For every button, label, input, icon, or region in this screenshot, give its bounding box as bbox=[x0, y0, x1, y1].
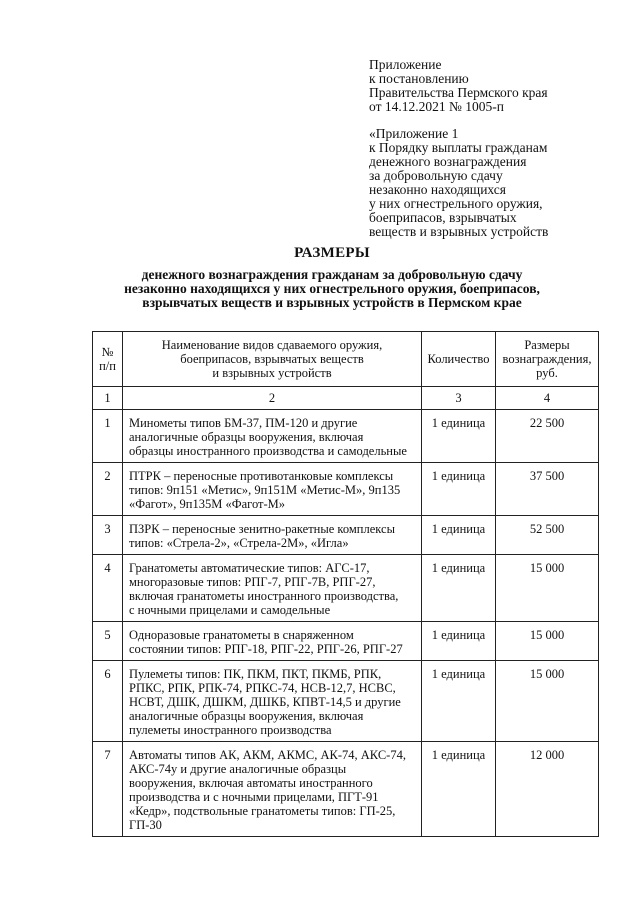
weapon-name: Одноразовые гранатометы в снаряженном состоянии типов: РПГ-18, РПГ-22, РПГ-26, РПГ-27 bbox=[123, 622, 422, 661]
subtitle-line: незаконно находящихся у них огнестрельного оружия, боеприпасов, bbox=[124, 281, 540, 296]
subtitle-line: взрывчатых веществ и взрывных устройств в Пермском крае bbox=[142, 295, 522, 310]
quantity: 1 единица bbox=[422, 463, 496, 516]
row-number: 5 bbox=[93, 622, 123, 661]
appendix-line: от 14.12.2021 № 1005-п bbox=[369, 99, 504, 114]
quantity: 1 единица bbox=[422, 516, 496, 555]
document-subtitle bbox=[0, 268, 640, 310]
row-number: 6 bbox=[93, 661, 123, 742]
quantity: 1 единица bbox=[422, 742, 496, 837]
column-number: 2 bbox=[123, 387, 422, 410]
reward-amount: 52 500 bbox=[496, 516, 599, 555]
table-row bbox=[93, 742, 599, 837]
weapon-name: Гранатометы автоматические типов: АГС-17, многоразовые типов: РПГ-7, РПГ-7В, РПГ-27, включая гранатометы иностранного производства, с ночными прицелами и самодельные bbox=[123, 555, 422, 622]
quantity: 1 единица bbox=[422, 555, 496, 622]
appendix-header bbox=[369, 58, 548, 114]
reward-amount: 22 500 bbox=[496, 410, 599, 463]
appendix-quote-line: у них огнестрельного оружия, bbox=[369, 196, 543, 211]
row-number: 2 bbox=[93, 463, 123, 516]
weapon-name: Автоматы типов АК, АКМ, АКМС, АК-74, АКС-74, АКС-74у и другие аналогичные образцы вооружения, включая автоматы иностранного производства и с ночными прицелами, ПГТ-91 «Кедр», подствольные гранатометы типов: ГП-25, ГП-30 bbox=[123, 742, 422, 837]
quantity: 1 единица bbox=[422, 661, 496, 742]
appendix-line: Приложение bbox=[369, 57, 442, 72]
row-number: 4 bbox=[93, 555, 123, 622]
table-row bbox=[93, 555, 599, 622]
appendix-quote-line: боеприпасов, взрывчатых bbox=[369, 210, 517, 225]
row-number: 1 bbox=[93, 410, 123, 463]
row-number: 3 bbox=[93, 516, 123, 555]
header-num: № п/п bbox=[93, 332, 123, 387]
table-row bbox=[93, 463, 599, 516]
appendix-quote-line: за добровольную сдачу bbox=[369, 168, 503, 183]
appendix-line: Правительства Пермского края bbox=[369, 85, 548, 100]
weapon-name: ПТРК – переносные противотанковые комплексы типов: 9п151 «Метис», 9п151М «Метис-М», 9п135 «Фагот», 9п135М «Фагот-М» bbox=[123, 463, 422, 516]
appendix-quote bbox=[369, 127, 548, 239]
header-name: Наименование видов сдаваемого оружия, боеприпасов, взрывчатых веществ и взрывных устройств bbox=[123, 332, 422, 387]
appendix-quote-line: веществ и взрывных устройств bbox=[369, 224, 549, 239]
table-row bbox=[93, 516, 599, 555]
quantity: 1 единица bbox=[422, 622, 496, 661]
weapon-name: Минометы типов БМ-37, ПМ-120 и другие аналогичные образцы вооружения, включая образцы иностранного производства и самодельные bbox=[123, 410, 422, 463]
appendix-quote-line: незаконно находящихся bbox=[369, 182, 506, 197]
column-number: 1 bbox=[93, 387, 123, 410]
reward-amount: 15 000 bbox=[496, 661, 599, 742]
reward-amount: 15 000 bbox=[496, 622, 599, 661]
header-quantity: Количество bbox=[422, 332, 496, 387]
column-number-row bbox=[93, 387, 599, 410]
reward-amount: 15 000 bbox=[496, 555, 599, 622]
table-row bbox=[93, 622, 599, 661]
row-number: 7 bbox=[93, 742, 123, 837]
table-row bbox=[93, 661, 599, 742]
table-header-row bbox=[93, 332, 599, 387]
header-amount: Размеры вознаграждения, руб. bbox=[496, 332, 599, 387]
quantity: 1 единица bbox=[422, 410, 496, 463]
column-number: 4 bbox=[496, 387, 599, 410]
table-row bbox=[93, 410, 599, 463]
reward-amount: 12 000 bbox=[496, 742, 599, 837]
document-title: РАЗМЕРЫ bbox=[294, 245, 370, 261]
reward-amount: 37 500 bbox=[496, 463, 599, 516]
appendix-line: к постановлению bbox=[369, 71, 469, 86]
subtitle-line: денежного вознаграждения гражданам за добровольную сдачу bbox=[141, 267, 523, 282]
weapon-name: ПЗРК – переносные зенитно-ракетные комплексы типов: «Стрела-2», «Стрела-2М», «Игла» bbox=[123, 516, 422, 555]
appendix-quote-line: «Приложение 1 bbox=[369, 126, 459, 141]
column-number: 3 bbox=[422, 387, 496, 410]
weapon-name: Пулеметы типов: ПК, ПКМ, ПКТ, ПКМБ, РПК, РПКС, РПК, РПК-74, РПКС-74, НСВ-12,7, НСВС, НСВТ, ДШК, ДШКМ, ДШКБ, КПВТ-14,5 и другие аналогичные образцы вооружения, включая пулеметы иностранного производства bbox=[123, 661, 422, 742]
rewards-table bbox=[92, 331, 599, 837]
appendix-quote-line: к Порядку выплаты гражданам bbox=[369, 140, 548, 155]
appendix-quote-line: денежного вознаграждения bbox=[369, 154, 527, 169]
